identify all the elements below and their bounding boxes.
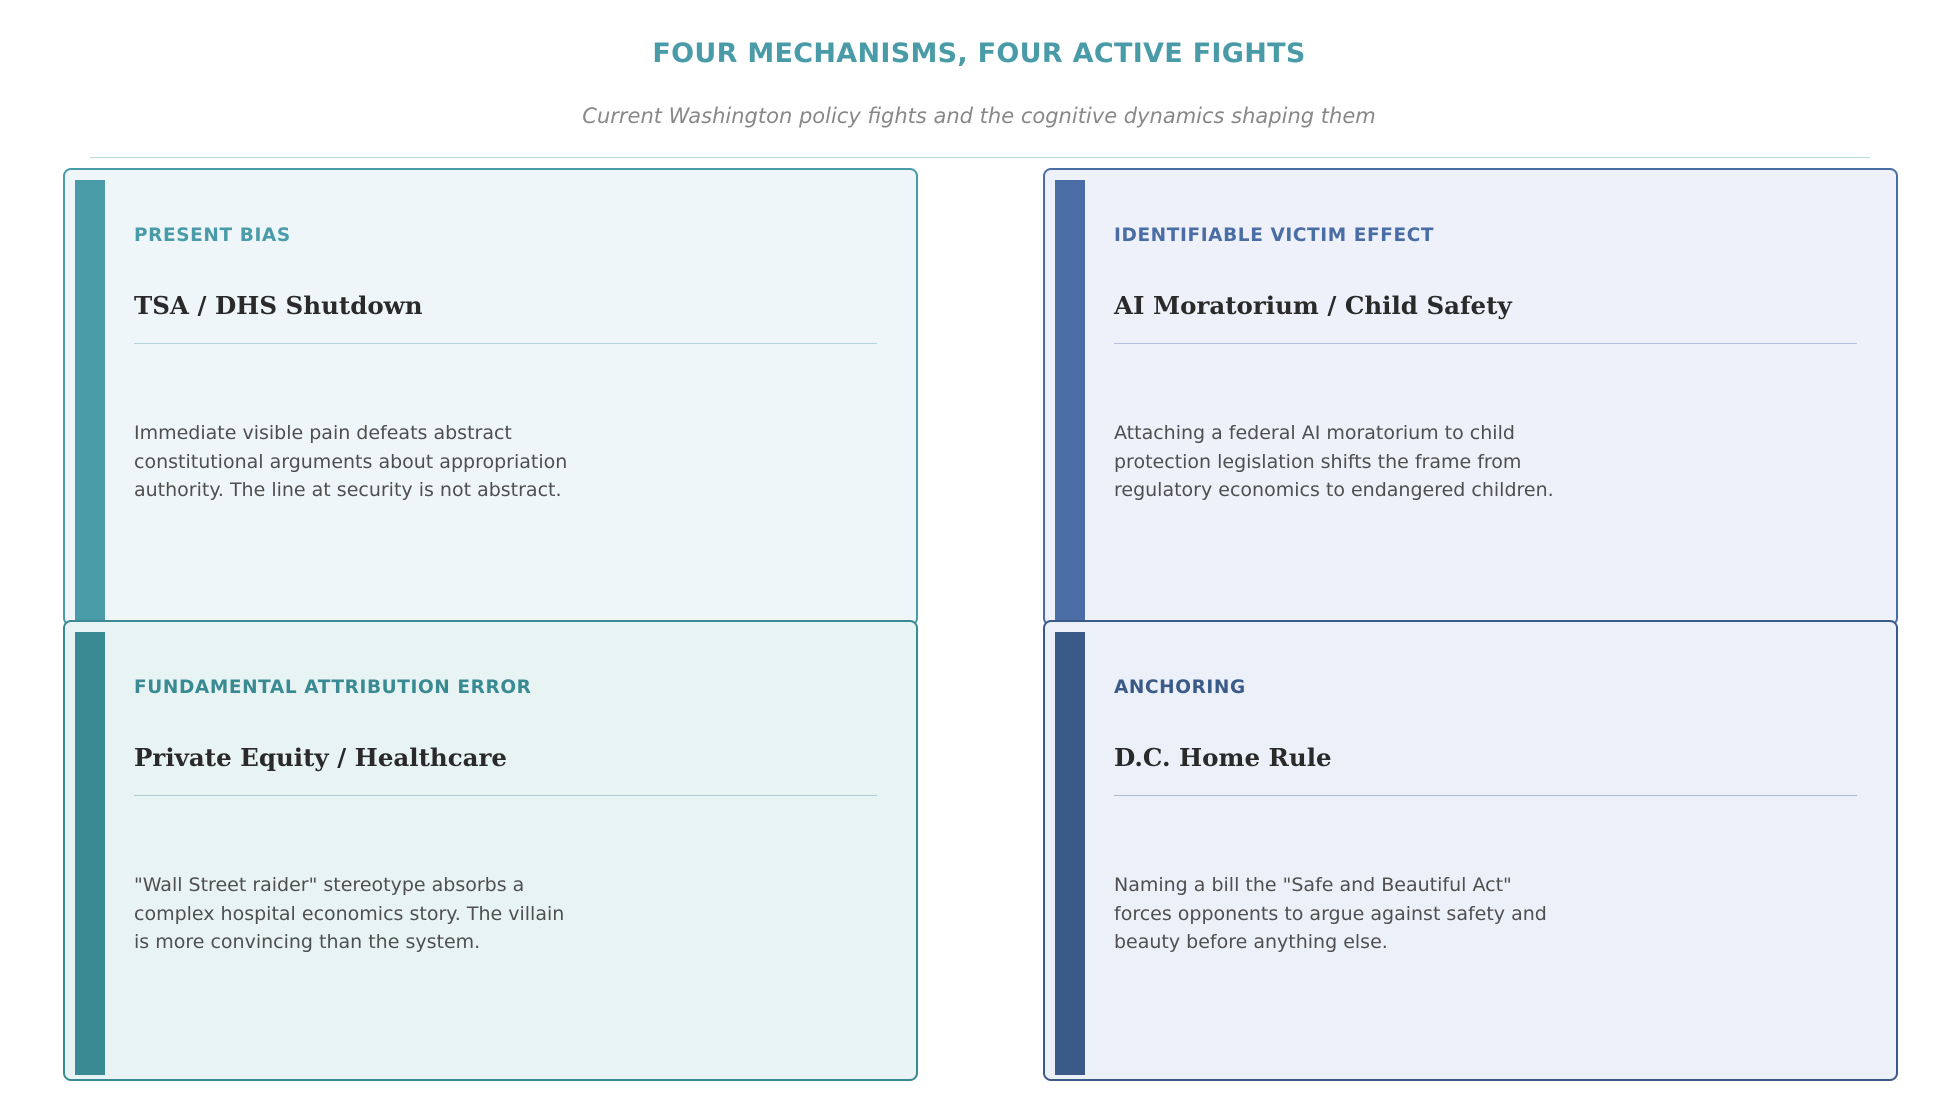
- card-description: Naming a bill the "Safe and Beautiful Act" forces opponents to argue against safety and beauty before anything else.: [1114, 874, 1547, 953]
- card-accent-bar: [75, 180, 105, 620]
- card-mechanism-label: PRESENT BIAS: [134, 225, 291, 246]
- card-heading: Private Equity / Healthcare: [134, 743, 508, 772]
- card-divider: [1114, 343, 1857, 344]
- card-divider: [134, 795, 877, 796]
- card-description: Attaching a federal AI moratorium to child protection legislation shifts the frame from regulatory economics to endangered children.: [1114, 422, 1554, 501]
- card-identifiable-victim-effect: [1043, 168, 1898, 626]
- card-heading: D.C. Home Rule: [1114, 743, 1332, 772]
- card-fundamental-attribution-error: [63, 620, 918, 1081]
- card-mechanism-label: FUNDAMENTAL ATTRIBUTION ERROR: [134, 677, 532, 698]
- card-accent-bar: [75, 632, 105, 1075]
- card-description: "Wall Street raider" stereotype absorbs a complex hospital economics story. The villain is more convincing than the system.: [134, 874, 565, 953]
- card-divider: [1114, 795, 1857, 796]
- card-heading: TSA / DHS Shutdown: [134, 291, 423, 320]
- card-accent-bar: [1055, 180, 1085, 620]
- page-subtitle: Current Washington policy fights and the cognitive dynamics shaping them: [582, 104, 1376, 128]
- card-description: Immediate visible pain defeats abstract constitutional arguments about appropriation authority. The line at security is not abstract.: [134, 422, 568, 501]
- card-mechanism-label: IDENTIFIABLE VICTIM EFFECT: [1114, 225, 1435, 246]
- card-heading: AI Moratorium / Child Safety: [1114, 291, 1512, 320]
- card-accent-bar: [1055, 632, 1085, 1075]
- card-present-bias: [63, 168, 918, 626]
- card-divider: [134, 343, 877, 344]
- card-anchoring: [1043, 620, 1898, 1081]
- header-rule: [90, 157, 1870, 158]
- card-mechanism-label: ANCHORING: [1114, 677, 1246, 698]
- page-title: FOUR MECHANISMS, FOUR ACTIVE FIGHTS: [652, 38, 1306, 69]
